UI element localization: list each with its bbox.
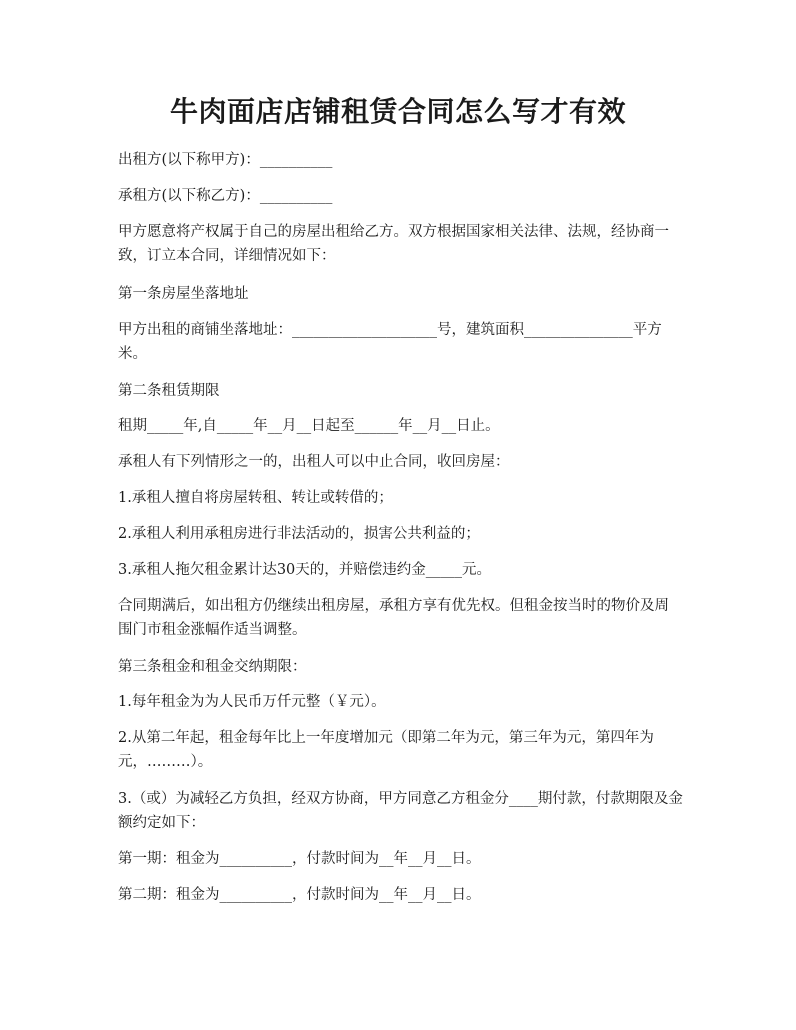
list-item: 2.从第二年起，租金每年比上一年度增加元（即第二年为元，第三年为元，第四年为元，………）。 xyxy=(118,730,654,770)
paragraph-lessor: 出租方(以下称甲方)：__________ xyxy=(118,152,333,168)
list-item: 1.承租人擅自将房屋转租、转让或转借的； xyxy=(118,490,393,506)
paragraph-lease-term: 租期_____年,自_____年__月__日起至______年__月__日止。 xyxy=(118,418,500,434)
list-item: 2.承租人利用承租房进行非法活动的，损害公共利益的； xyxy=(118,526,480,542)
payment-period-1: 第一期：租金为__________，付款时间为__年__月__日。 xyxy=(118,851,481,867)
heading-article-2: 第二条租赁期限 xyxy=(118,383,220,399)
list-item: 3.（或）为减轻乙方负担，经双方协商，甲方同意乙方租金分____期付款，付款期限及金额约定如下： xyxy=(118,791,683,831)
paragraph-intro: 甲方愿意将产权属于自己的房屋出租给乙方。双方根据国家相关法律、法规，经协商一致，订立本合同，详细情况如下： xyxy=(118,224,669,264)
paragraph-lessee: 承租方(以下称乙方)：__________ xyxy=(118,188,333,204)
payment-period-2: 第二期：租金为__________，付款时间为__年__月__日。 xyxy=(118,887,481,903)
heading-article-3: 第三条租金和租金交纳期限： xyxy=(118,659,307,675)
paragraph-address: 甲方出租的商铺坐落地址：____________________号，建筑面积_______________平方米。 xyxy=(118,322,662,362)
list-item: 1.每年租金为为人民币万仟元整（￥元）。 xyxy=(118,694,386,710)
list-item: 3.承租人拖欠租金累计达30天的，并赔偿违约金_____元。 xyxy=(118,562,492,578)
heading-article-1: 第一条房屋坐落地址 xyxy=(118,286,249,302)
paragraph-termination-intro: 承租人有下列情形之一的，出租人可以中止合同，收回房屋： xyxy=(118,454,510,470)
paragraph-renewal: 合同期满后，如出租方仍继续出租房屋，承租方享有优先权。但租金按当时的物价及周围门市租金涨幅作适当调整。 xyxy=(118,598,669,638)
document-title: 牛肉面店店铺租赁合同怎么写才有效 xyxy=(169,95,626,128)
